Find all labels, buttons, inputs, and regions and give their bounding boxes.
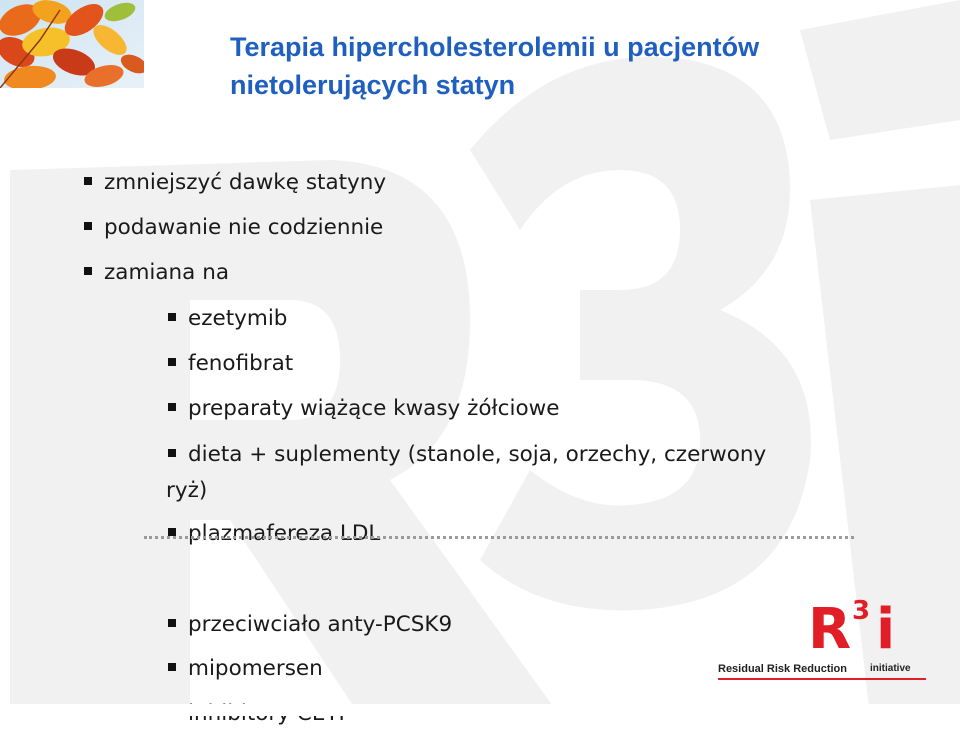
square-bullet-icon [84, 222, 92, 230]
square-bullet-icon [168, 403, 176, 411]
logo-superscript: 3 [852, 596, 871, 626]
square-bullet-icon [168, 449, 176, 457]
square-bullet-icon [168, 313, 176, 321]
sub-bullet-text: dieta + suplementy (stanole, soja, orzechy, czerwony [188, 442, 767, 467]
sub-bullet-item [168, 304, 287, 334]
bullet-item [84, 258, 229, 288]
slide-bottom-crop [0, 704, 960, 716]
sub-bullet-item [168, 440, 766, 470]
logo-r-letter: R [808, 597, 852, 662]
square-bullet-icon [84, 267, 92, 275]
sub-bullet-item [168, 610, 452, 640]
sub-bullet-text: ezetymib [188, 306, 288, 331]
square-bullet-icon [84, 177, 92, 185]
sub-bullet-text: fenofibrat [188, 351, 294, 376]
logo-subtext: initiative [870, 663, 911, 674]
sub-bullet-item [168, 519, 380, 549]
slide-title-line-2: nietolerujących statyn [230, 70, 516, 100]
square-bullet-icon [168, 358, 176, 366]
dotted-divider [144, 536, 854, 539]
square-bullet-icon [168, 663, 176, 671]
bullet-item [84, 168, 386, 198]
sub-bullet-text: preparaty wiążące kwasy żółciowe [188, 396, 560, 421]
square-bullet-icon [168, 619, 176, 627]
bullet-text: zmniejszyć dawkę statyny [104, 170, 387, 195]
sub-bullet-text: plazmafereza LDL [188, 521, 381, 546]
logo-text: Residual Risk Reduction [718, 663, 847, 675]
square-bullet-icon [168, 528, 176, 536]
sub-bullet-continuation: ryż) [166, 478, 208, 503]
sub-bullet-item [168, 349, 293, 379]
sub-bullet-text: przeciwciało anty-PCSK9 [188, 612, 453, 637]
slide-title-line-1: Terapia hipercholesterolemii u pacjentów [230, 32, 760, 62]
bullet-text: podawanie nie codziennie [104, 215, 384, 240]
logo-underline [718, 678, 926, 680]
bullet-item [84, 213, 383, 243]
bullet-text: zamiana na [104, 260, 229, 285]
sub-bullet-item [168, 394, 559, 424]
r3i-logo [716, 598, 928, 680]
sub-bullet-item [168, 654, 323, 684]
sub-bullet-text: mipomersen [188, 656, 323, 681]
logo-i-letter: i [876, 597, 896, 662]
